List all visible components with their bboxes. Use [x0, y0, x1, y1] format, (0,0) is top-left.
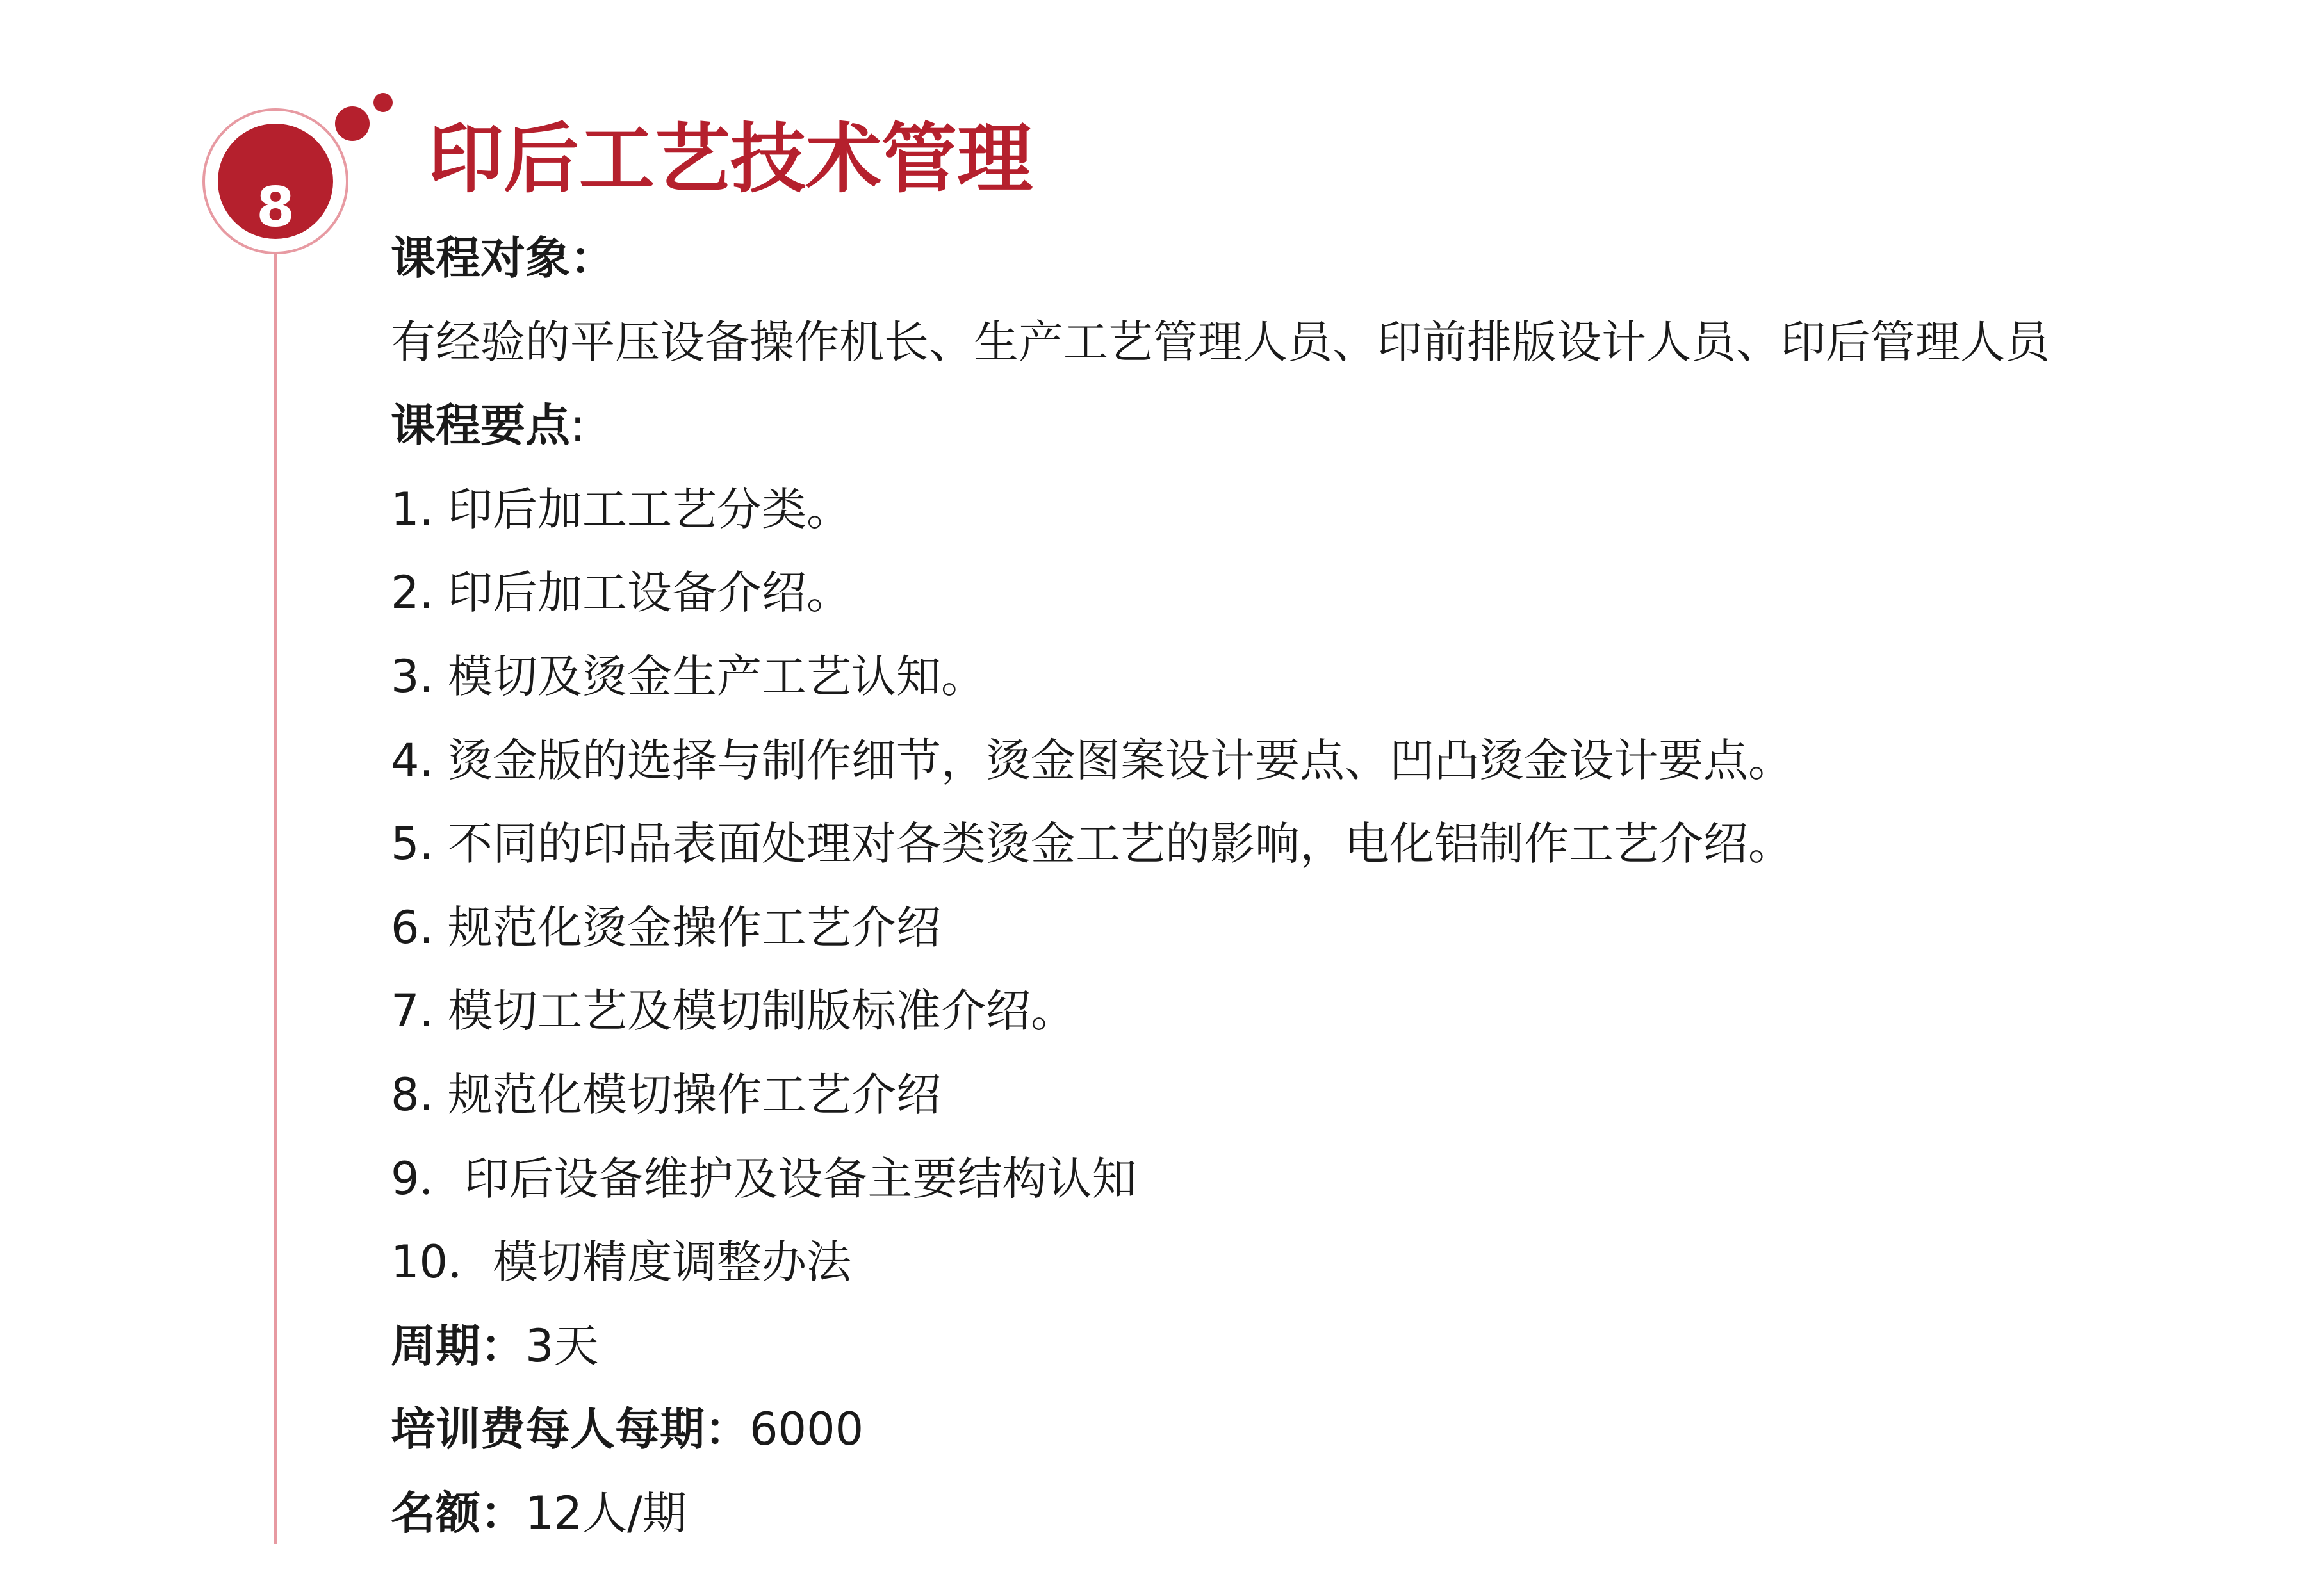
decor-dot-large: [335, 106, 370, 141]
key-points-label-suffix: :: [570, 399, 585, 452]
fee-label: 培训费每人每期：: [391, 1403, 749, 1456]
key-points-list: [391, 468, 2248, 1304]
quota-value: 12人/期: [525, 1486, 687, 1539]
key-points-label: 课程要点: [391, 399, 570, 452]
section-number: 8: [256, 176, 295, 240]
list-item: 1. 印后加工工艺分类。: [391, 482, 852, 536]
period-value: 3天: [525, 1319, 599, 1372]
list-item: 2. 印后加工设备介绍。: [391, 566, 852, 619]
list-item: 7. 模切工艺及模切制版标准介绍。: [391, 985, 1076, 1038]
list-item: 5. 不同的印品表面处理对各类烫金工艺的影响，电化铝制作工艺介绍。: [391, 817, 1794, 871]
quota-label: 名额：: [391, 1486, 525, 1539]
list-item: 6. 规范化烫金操作工艺介绍: [391, 901, 942, 954]
list-item: 8. 规范化模切操作工艺介绍: [391, 1068, 942, 1121]
period-row: [391, 1304, 2248, 1388]
period-label: 周期：: [391, 1319, 525, 1372]
audience-text: 有经验的平压设备操作机长、生产工艺管理人员、印前排版设计人员、印后管理人员: [391, 315, 2050, 368]
list-item: 9．印后设备维护及设备主要结构认知: [391, 1152, 1137, 1205]
fee-value: 6000: [749, 1403, 864, 1456]
fee-row: [391, 1388, 2248, 1472]
list-item: 3. 模切及烫金生产工艺认知。: [391, 650, 986, 703]
page-title: 印后工艺技术管理: [428, 115, 1033, 203]
decor-dot-small: [373, 93, 393, 112]
quota-row: [391, 1472, 2248, 1555]
list-item: 4. 烫金版的选择与制作细节，烫金图案设计要点、凹凸烫金设计要点。: [391, 734, 1794, 787]
course-details: [391, 217, 2248, 1555]
audience-heading: [391, 217, 2248, 300]
list-item: 10．模切精度调整办法: [391, 1236, 852, 1289]
key-points-heading: [391, 384, 2248, 468]
audience-label: 课程对象：: [391, 232, 615, 284]
